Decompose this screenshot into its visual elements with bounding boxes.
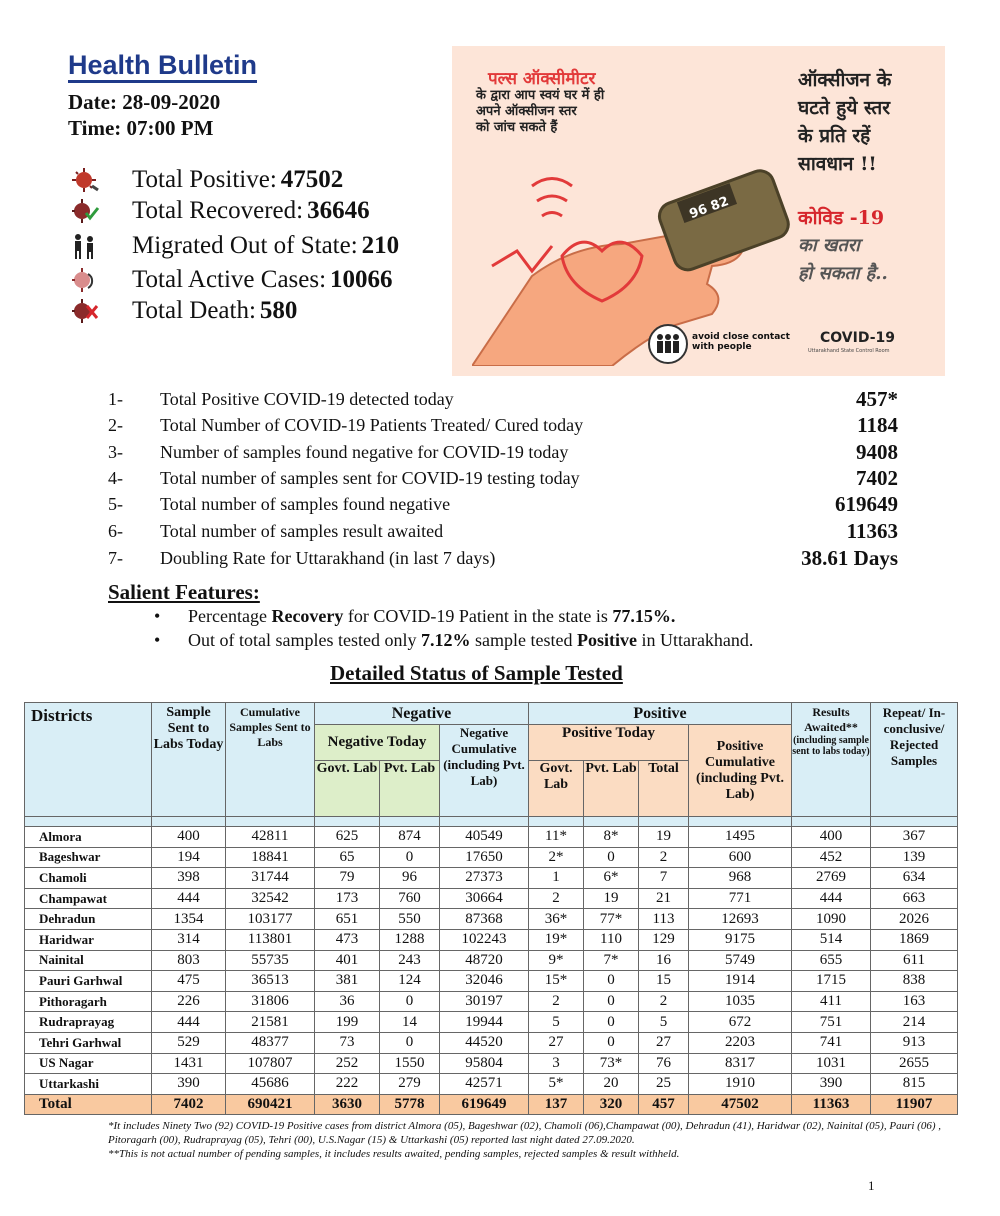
- table-cell: 9*: [529, 950, 584, 971]
- table-cell: 113: [639, 909, 689, 930]
- numbered-item: 3- Number of samples found negative for COVID-19 today 9408: [108, 440, 898, 464]
- table-cell: 751: [792, 1012, 871, 1033]
- table-cell: 243: [380, 950, 440, 971]
- table-cell: 760: [380, 888, 440, 909]
- table-cell: 1495: [689, 827, 792, 848]
- table-cell: 19944: [440, 1012, 529, 1033]
- table-cell: 6*: [584, 868, 639, 889]
- numbered-item: 1- Total Positive COVID-19 detected today 457*: [108, 387, 898, 411]
- virus-icon: [70, 166, 102, 194]
- numbered-item: 5- Total number of samples found negative 619649: [108, 492, 898, 516]
- district-name-cell: Total: [25, 1094, 152, 1115]
- table-cell: 444: [152, 1012, 226, 1033]
- col-neg-pvt: Pvt. Lab: [380, 761, 440, 817]
- table-cell: 252: [315, 1053, 380, 1074]
- people-walking-icon: [70, 232, 102, 260]
- table-cell: 2: [529, 888, 584, 909]
- table-cell: 19*: [529, 929, 584, 950]
- poster-headline-left: पल्स ऑक्सीमीटर: [488, 69, 596, 89]
- table-cell: 96: [380, 868, 440, 889]
- stat-value: 47502: [280, 166, 344, 193]
- table-cell: 1914: [689, 971, 792, 992]
- table-cell: 874: [380, 827, 440, 848]
- col-pos-govt: Govt. Lab: [529, 761, 584, 817]
- district-name-cell: Champawat: [25, 888, 152, 909]
- hand-oximeter-illustration: [472, 126, 792, 366]
- table-cell: 1550: [380, 1053, 440, 1074]
- table-cell: 2: [639, 847, 689, 868]
- table-row: [25, 929, 958, 950]
- table-cell: 173: [315, 888, 380, 909]
- stat-label: Total Positive:: [132, 166, 277, 193]
- table-cell: 913: [871, 1032, 958, 1053]
- table-cell: 15*: [529, 971, 584, 992]
- table-cell: 7402: [152, 1094, 226, 1115]
- table-cell: 36513: [226, 971, 315, 992]
- table-cell: 32542: [226, 888, 315, 909]
- numbered-item: 7- Doubling Rate for Uttarakhand (in last 7 days) 38.61 Days: [108, 546, 898, 570]
- col-cumulative: Cumulative Samples Sent to Labs: [226, 703, 315, 817]
- table-cell: 5: [529, 1012, 584, 1033]
- table-row: [25, 1012, 958, 1033]
- table-cell: 771: [689, 888, 792, 909]
- table-cell: 45686: [226, 1074, 315, 1095]
- table-cell: 18841: [226, 847, 315, 868]
- table-cell: 611: [871, 950, 958, 971]
- table-row: [25, 868, 958, 889]
- table-cell: 103177: [226, 909, 315, 930]
- col-repeat: Repeat/ In-conclusive/ Rejected Samples: [871, 703, 958, 817]
- table-cell: 12693: [689, 909, 792, 930]
- table-row: [25, 950, 958, 971]
- table-cell: 444: [152, 888, 226, 909]
- table-cell: 475: [152, 971, 226, 992]
- table-cell: 0: [584, 991, 639, 1012]
- col-negative: Negative: [315, 703, 529, 725]
- col-districts: Districts: [25, 703, 152, 817]
- stat-total-positive: [70, 165, 343, 195]
- table-cell: 129: [639, 929, 689, 950]
- table-cell: 32046: [440, 971, 529, 992]
- stat-migrated: [70, 231, 399, 261]
- district-name-cell: Bageshwar: [25, 847, 152, 868]
- table-cell: 25: [639, 1074, 689, 1095]
- table-cell: 73*: [584, 1053, 639, 1074]
- district-status-table: [24, 702, 958, 1115]
- table-row: [25, 827, 958, 848]
- table-cell: 137: [529, 1094, 584, 1115]
- district-name-cell: Haridwar: [25, 929, 152, 950]
- numbered-item: 2- Total Number of COVID-19 Patients Treated/ Cured today 1184: [108, 413, 898, 437]
- table-cell: 690421: [226, 1094, 315, 1115]
- table-cell: 19: [639, 827, 689, 848]
- table-cell: 5: [639, 1012, 689, 1033]
- table-row: [25, 1074, 958, 1095]
- stat-label: Total Active Cases:: [132, 266, 327, 293]
- table-cell: 102243: [440, 929, 529, 950]
- stat-value: 36646: [307, 197, 370, 224]
- virus-active-icon: [70, 266, 102, 294]
- table-cell: 5*: [529, 1074, 584, 1095]
- table-cell: 20: [584, 1074, 639, 1095]
- table-cell: 1031: [792, 1053, 871, 1074]
- bulletin-time: Time: 07:00 PM: [68, 116, 214, 140]
- table-cell: 400: [152, 827, 226, 848]
- table-cell: 1910: [689, 1074, 792, 1095]
- table-cell: 21: [639, 888, 689, 909]
- table-row: [25, 1053, 958, 1074]
- table-cell: 1354: [152, 909, 226, 930]
- table-cell: 31744: [226, 868, 315, 889]
- table-cell: 741: [792, 1032, 871, 1053]
- poster-danger-text: का खतरा हो सकता है..: [798, 235, 888, 284]
- table-cell: 279: [380, 1074, 440, 1095]
- table-cell: 77*: [584, 909, 639, 930]
- table-cell: 0: [380, 991, 440, 1012]
- district-name-cell: Dehradun: [25, 909, 152, 930]
- table-cell: 27: [529, 1032, 584, 1053]
- poster-covid-text: कोविड -19: [798, 207, 885, 229]
- table-cell: 444: [792, 888, 871, 909]
- bulletin-date: Date: 28-09-2020: [68, 90, 221, 114]
- table-cell: 2*: [529, 847, 584, 868]
- table-cell: 5778: [380, 1094, 440, 1115]
- table-cell: 47502: [689, 1094, 792, 1115]
- stat-label: Total Recovered:: [132, 197, 304, 224]
- avoid-contact-text: avoid close contact with people: [692, 332, 790, 352]
- virus-cross-icon: [70, 297, 102, 325]
- stat-active-cases: [70, 265, 393, 295]
- table-cell: 1288: [380, 929, 440, 950]
- table-row: [25, 909, 958, 930]
- table-cell: 113801: [226, 929, 315, 950]
- table-cell: 27: [639, 1032, 689, 1053]
- table-row: [25, 991, 958, 1012]
- table-cell: 11*: [529, 827, 584, 848]
- table-cell: 473: [315, 929, 380, 950]
- table-cell: 19: [584, 888, 639, 909]
- table-cell: 21581: [226, 1012, 315, 1033]
- table-cell: 529: [152, 1032, 226, 1053]
- oximeter-poster: [452, 46, 945, 376]
- stat-label: Total Death:: [132, 297, 256, 324]
- stat-total-recovered: [70, 196, 370, 226]
- table-cell: 1715: [792, 971, 871, 992]
- table-cell: 1431: [152, 1053, 226, 1074]
- table-cell: 0: [380, 1032, 440, 1053]
- table-cell: 124: [380, 971, 440, 992]
- salient-bullet: • Percentage Recovery for COVID-19 Patient in the state is 77.15%.: [160, 606, 675, 627]
- stat-value: 580: [259, 297, 298, 324]
- district-name-cell: Uttarkashi: [25, 1074, 152, 1095]
- table-cell: 139: [871, 847, 958, 868]
- salient-heading: Salient Features:: [108, 580, 260, 604]
- table-cell: 8317: [689, 1053, 792, 1074]
- district-name-cell: Almora: [25, 827, 152, 848]
- table-cell: 619649: [440, 1094, 529, 1115]
- salient-bullet: • Out of total samples tested only 7.12% sample tested Positive in Uttarakhand.: [160, 630, 753, 651]
- table-cell: 110: [584, 929, 639, 950]
- table-cell: 36*: [529, 909, 584, 930]
- virus-check-icon: [70, 197, 102, 225]
- table-cell: 390: [152, 1074, 226, 1095]
- table-cell: 672: [689, 1012, 792, 1033]
- table-cell: 48377: [226, 1032, 315, 1053]
- table-cell: 199: [315, 1012, 380, 1033]
- table-cell: 398: [152, 868, 226, 889]
- table-cell: 2026: [871, 909, 958, 930]
- col-neg-govt: Govt. Lab: [315, 761, 380, 817]
- table-cell: 411: [792, 991, 871, 1012]
- district-name-cell: Nainital: [25, 950, 152, 971]
- table-cell: 16: [639, 950, 689, 971]
- table-cell: 27373: [440, 868, 529, 889]
- table-cell: 3: [529, 1053, 584, 1074]
- avoid-contact-icon: [648, 324, 688, 364]
- table-cell: 550: [380, 909, 440, 930]
- table-cell: 36: [315, 991, 380, 1012]
- table-cell: 14: [380, 1012, 440, 1033]
- table-cell: 815: [871, 1074, 958, 1095]
- table-cell: 634: [871, 868, 958, 889]
- table-cell: 452: [792, 847, 871, 868]
- district-name-cell: Rudraprayag: [25, 1012, 152, 1033]
- table-cell: 15: [639, 971, 689, 992]
- page-title: Health Bulletin: [68, 50, 257, 83]
- table-cell: 163: [871, 991, 958, 1012]
- table-cell: 79: [315, 868, 380, 889]
- table-cell: 17650: [440, 847, 529, 868]
- table-cell: 0: [584, 971, 639, 992]
- stat-total-death: [70, 296, 297, 326]
- table-cell: 314: [152, 929, 226, 950]
- table-cell: 2769: [792, 868, 871, 889]
- table-cell: 30197: [440, 991, 529, 1012]
- table-cell: 1869: [871, 929, 958, 950]
- table-title: Detailed Status of Sample Tested: [330, 661, 623, 685]
- col-results-awaited: Results Awaited** (including sample sent to labs today): [792, 703, 871, 817]
- col-sample-today: Sample Sent to Labs Today: [152, 703, 226, 817]
- table-cell: 9175: [689, 929, 792, 950]
- district-name-cell: Tehri Garhwal: [25, 1032, 152, 1053]
- table-cell: 42811: [226, 827, 315, 848]
- table-cell: 107807: [226, 1053, 315, 1074]
- stat-value: 10066: [330, 266, 393, 293]
- table-cell: 2655: [871, 1053, 958, 1074]
- numbered-item: 6- Total number of samples result awaited 11363: [108, 519, 898, 543]
- page-number: 1: [868, 1178, 875, 1193]
- table-cell: 95804: [440, 1053, 529, 1074]
- footnote-2: **This is not actual number of pending samples, it includes results awaited, pending samples, rejected samples & result withheld.: [108, 1148, 680, 1160]
- table-cell: 194: [152, 847, 226, 868]
- table-row: [25, 971, 958, 992]
- col-pos-total: Total: [639, 761, 689, 817]
- table-cell: 1035: [689, 991, 792, 1012]
- covid-logo-sub: Uttarakhand State Control Room: [808, 348, 890, 354]
- table-cell: 625: [315, 827, 380, 848]
- covid-logo: COVID-19: [820, 330, 896, 346]
- table-cell: 803: [152, 950, 226, 971]
- table-cell: 7*: [584, 950, 639, 971]
- table-cell: 390: [792, 1074, 871, 1095]
- table-cell: 30664: [440, 888, 529, 909]
- table-cell: 400: [792, 827, 871, 848]
- numbered-item: 4- Total number of samples sent for COVID-19 testing today 7402: [108, 466, 898, 490]
- table-cell: 31806: [226, 991, 315, 1012]
- table-cell: 457: [639, 1094, 689, 1115]
- table-cell: 0: [584, 847, 639, 868]
- table-cell: 320: [584, 1094, 639, 1115]
- table-cell: 514: [792, 929, 871, 950]
- district-name-cell: US Nagar: [25, 1053, 152, 1074]
- table-cell: 11363: [792, 1094, 871, 1115]
- table-cell: 1090: [792, 909, 871, 930]
- poster-headline-right: ऑक्सीजन के घटते हुये स्तर के प्रति रहें सावधान !!: [798, 69, 892, 175]
- col-negative-cumulative: Negative Cumulative (including Pvt. Lab): [440, 725, 529, 817]
- table-cell: 0: [380, 847, 440, 868]
- col-pos-pvt: Pvt. Lab: [584, 761, 639, 817]
- table-cell: 838: [871, 971, 958, 992]
- stat-label: Migrated Out of State:: [132, 232, 358, 259]
- table-cell: 367: [871, 827, 958, 848]
- table-cell: 600: [689, 847, 792, 868]
- table-row: [25, 847, 958, 868]
- oximeter-reading: 96 82: [687, 194, 731, 223]
- table-cell: 65: [315, 847, 380, 868]
- table-cell: 0: [584, 1012, 639, 1033]
- table-cell: 8*: [584, 827, 639, 848]
- table-cell: 76: [639, 1053, 689, 1074]
- stat-value: 210: [361, 232, 400, 259]
- table-cell: 222: [315, 1074, 380, 1095]
- table-cell: 651: [315, 909, 380, 930]
- table-cell: 655: [792, 950, 871, 971]
- footnote-1: *It includes Ninety Two (92) COVID-19 Positive cases from district Almora (05), Bageshwar (02), Chamoli (06),Champawat (00), Dehradun (41), Haridwar (02), Nainital (05), Pauri (06) , Pitoragarh (00), Rudraprayag (05), Tehri (00), U.S.Nagar (15) & Uttarkashi (05) reported last night dated 27.09.2020.: [108, 1120, 941, 1146]
- table-cell: 2203: [689, 1032, 792, 1053]
- table-cell: 968: [689, 868, 792, 889]
- table-cell: 1: [529, 868, 584, 889]
- table-cell: 2: [639, 991, 689, 1012]
- poster-subtext: के द्वारा आप स्वयं घर में ही अपने ऑक्सीजन स्तर को जांच सकते हैं: [476, 88, 605, 135]
- table-cell: 87368: [440, 909, 529, 930]
- col-negative-today: Negative Today: [315, 725, 440, 761]
- table-cell: 401: [315, 950, 380, 971]
- district-name-cell: Pithoragarh: [25, 991, 152, 1012]
- col-positive: Positive: [529, 703, 792, 725]
- table-total-row: [25, 1094, 958, 1115]
- table-cell: 0: [584, 1032, 639, 1053]
- table-cell: 214: [871, 1012, 958, 1033]
- district-name-cell: Pauri Garhwal: [25, 971, 152, 992]
- table-cell: 2: [529, 991, 584, 1012]
- district-name-cell: Chamoli: [25, 868, 152, 889]
- col-positive-cumulative: Positive Cumulative (including Pvt. Lab): [689, 725, 792, 817]
- footnotes: [108, 1119, 948, 1161]
- table-cell: 3630: [315, 1094, 380, 1115]
- table-cell: 55735: [226, 950, 315, 971]
- table-cell: 40549: [440, 827, 529, 848]
- table-row: [25, 1032, 958, 1053]
- table-cell: 226: [152, 991, 226, 1012]
- table-row: [25, 888, 958, 909]
- table-cell: 7: [639, 868, 689, 889]
- col-positive-today: Positive Today: [529, 725, 689, 761]
- table-cell: 73: [315, 1032, 380, 1053]
- table-cell: 5749: [689, 950, 792, 971]
- table-cell: 11907: [871, 1094, 958, 1115]
- table-cell: 42571: [440, 1074, 529, 1095]
- table-cell: 44520: [440, 1032, 529, 1053]
- table-cell: 381: [315, 971, 380, 992]
- table-cell: 663: [871, 888, 958, 909]
- table-cell: 48720: [440, 950, 529, 971]
